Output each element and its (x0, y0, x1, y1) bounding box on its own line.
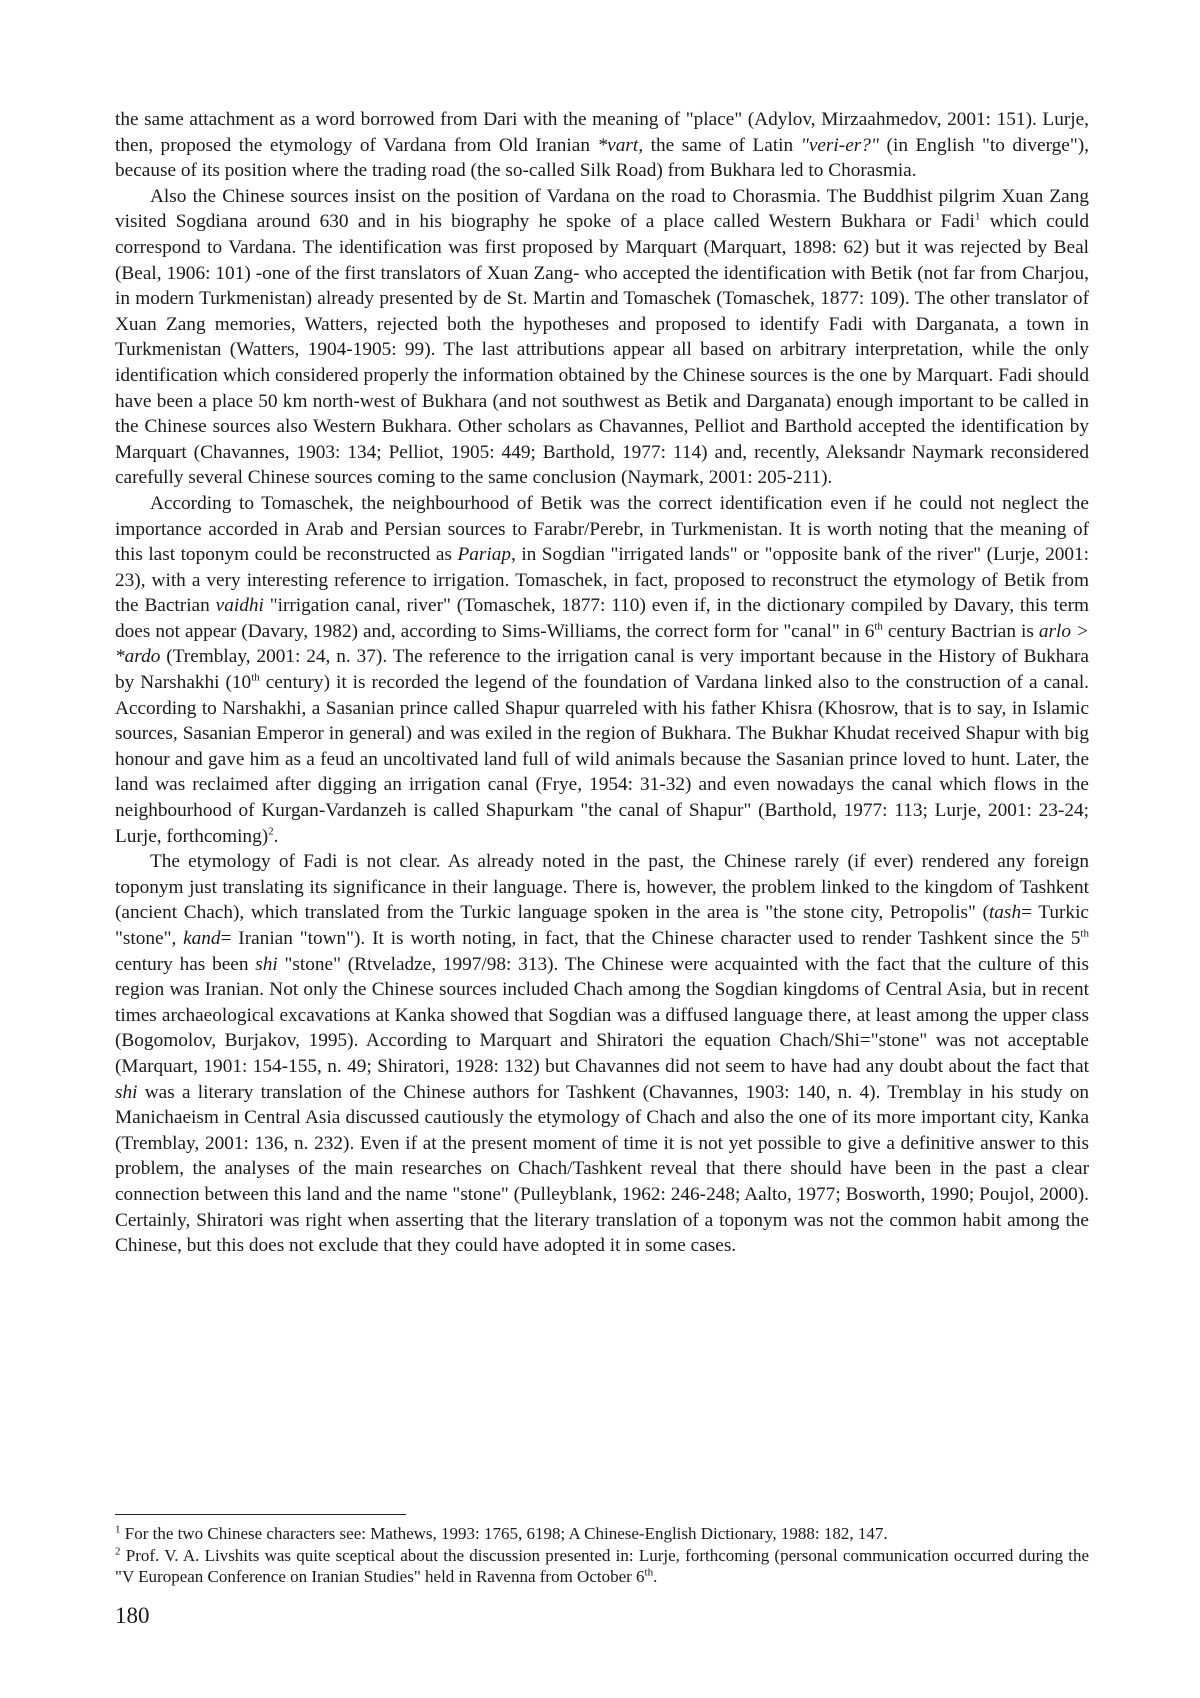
text-run: = Turkic "stone", (115, 902, 1089, 949)
footnote-ref: th (251, 671, 260, 684)
text-run: (in English "to diverge"), because of its position where the trading road (the so-called Silk Road) from Bukhara led to Chorasmia. (115, 134, 1089, 182)
page-number: 180 (115, 1603, 150, 1628)
text-run: According to Tomaschek, the neighbourhood of Betik was the correct identification even if he could not neglect the importance accorded in Arab and Persian sources to Farabr/Perebr, in Turkmenistan. It is worth noting that the meaning of this last toponym could be reconstructed as (115, 492, 1089, 566)
text-run: was a literary translation of the Chinese authors for Tashkent (Chavannes, 1903: 140, n. 4). Tremblay in his study on Manichaeism in Central Asia discussed cautiously the etymology of Chach and also the one of its more important city, Kanka (Tremblay, 2001: 136, n. 232). Even if at the present moment of time it is not yet possible to give a definitive answer to this problem, the analyses of the main researches on Chach/Tashkent reveal that there should have been in the past a clear connection between this land and the name "stone" (Pulleyblank, 1962: 246-248; Aalto, 1977; Bosworth, 1990; Poujol, 2000). Certainly, Shiratori was right when asserting that the literary translation of a toponym was not the common habit among the Chinese, but this does not exclude that they could have adopted it in some cases. (115, 1081, 1089, 1257)
paragraph (115, 107, 1089, 184)
italic-term: *vart, (597, 134, 644, 156)
footnote-ref: 2 (268, 825, 274, 838)
text-run: "stone" (Rtveladze, 1997/98: 313). The Chinese were acquainted with the fact that the culture of this region was Iranian. Not only the Chinese sources included Chach among the Sogdian kingdoms of Central Asia, but in recent times archaeological excavations at Kanka showed that Sogdian was a diffused language there, at least among the upper class (Bogomolov, Burjakov, 1995). According to Marquart and Shiratori the equation Chach/Shi="stone" was not acceptable (Marquart, 1901: 154-155, n. 49; Shiratori, 1928: 132) but Chavannes did not seem to have had any doubt about the fact that (115, 953, 1089, 1077)
italic-term: vaidhi (215, 595, 264, 617)
italic-term: Pariap, (457, 544, 516, 566)
text-run: For the two Chinese characters see: Mathews, 1993: 1765, 6198; A Chinese-English Dictionary, 1988: 182, 147. (120, 1524, 888, 1543)
text-run: Prof. V. A. Livshits was quite sceptical about the discussion presented in: Lurje, forthcoming (personal communication occurred during the "V European Conference on Iranian Studies" held in Ravenna from October 6 (115, 1545, 1089, 1586)
footnote-separator (115, 1514, 406, 1515)
footnote-ref: 2 (115, 1544, 121, 1557)
text-run: which could correspond to Vardana. The identification was first proposed by Marquart (Marquart, 1898: 62) but it was rejected by Beal (Beal, 1906: 101) -one of the first translators of Xuan Zang- who accepted the identification with Betik (not far from Charjou, in modern Turkmenistan) already presented by de St. Martin and Tomaschek (Tomaschek, 1877: 109). The other translator of Xuan Zang memories, Watters, rejected both the hypotheses and proposed to identify Fadi with Darganata, a town in Turkmenistan (Watters, 1904-1905: 99). The last attributions appear all based on arbitrary interpretation, while the only identification which considered properly the information obtained by the Chinese sources is the one by Marquart. Fadi should have been a place 50 km north-west of Bukhara (and not southwest as Betik and Darganata) enough important to be called in the Chinese sources also Western Bukhara. Other scholars as Chavannes, Pelliot and Barthold accepted the identification by Marquart (Chavannes, 1903: 134; Pelliot, 1905: 449; Barthold, 1977: 114) and, recently, Aleksandr Naymark reconsidered carefully several Chinese sources coming to the same conclusion (Naymark, 2001: 205-211). (115, 211, 1089, 489)
italic-term: "veri-er?" (800, 134, 880, 156)
paragraph (115, 849, 1089, 1259)
text-run: = Iranian "town"). It is worth noting, in fact, that the Chinese character used to render Tashkent since the 5 (220, 928, 1081, 949)
text-run: . (653, 1567, 658, 1586)
text-run: "irrigation canal, river" (Tomaschek, 1877: 110) even if, in the dictionary compiled by Davary, this term does not appear (Davary, 1982) and, according to Sims-Williams, the correct form for "canal" in 6 (115, 595, 1089, 642)
footnotes (115, 1523, 1089, 1588)
footnote (115, 1545, 1089, 1588)
text-run: The etymology of Fadi is not clear. As already noted in the past, the Chinese rarely (if ever) rendered any foreign toponym just translating its significance in their language. There is, however, the problem linked to the kingdom of Tashkent (ancient Chach), which translated from the Turkic language spoken in the area is "the stone city, Petropolis" ( (115, 851, 1089, 924)
footnote (115, 1523, 1089, 1545)
text-run: Also the Chinese sources insist on the position of Vardana on the road to Chorasmia. The Buddhist pilgrim Xuan Zang visited Sogdiana around 630 and in his biography he spoke of a place called Western Bukhara or Fadi (115, 185, 1089, 233)
italic-term: arlo > *ardo (115, 620, 1089, 668)
italic-term: tash (988, 902, 1022, 924)
footnote-ref: 1 (115, 1523, 121, 1536)
body-text (115, 107, 1089, 1259)
italic-term: shi (115, 1081, 138, 1103)
italic-term: kand (183, 928, 221, 949)
footnote-ref: th (1080, 927, 1089, 940)
text-run: . (273, 825, 279, 847)
italic-term: shi (255, 953, 278, 975)
text-run: the same of Latin (643, 134, 801, 156)
text-run: the same attachment as a word borrowed from Dari with the meaning of "place" (Adylov, Mirzaahmedov, 2001: 151). Lurje, then, proposed the etymology of Vardana from Old Iranian (115, 109, 1089, 156)
text-run: century) it is recorded the legend of the foundation of Vardana linked also to the construction of a canal. According to Narshakhi, a Sasanian prince called Shapur quarreled with his father Khisra (Khosrow, that is to say, in Islamic sources, Sasanian Emperor in general) and was exiled in the region of Bukhara. The Bukhar Khudat received Shapur with big honour and gave him as a feud an uncoltivated land full of wild animals because the Sasanian prince loved to hunt. Later, the land was reclaimed after digging an irrigation canal (Frye, 1954: 31-32) and even nowadays the canal which flows in the neighbourhood of Kurgan-Vardanzeh is called Shapurkam "the canal of Shapur" (Barthold, 1977: 113; Lurje, 2001: 23-24; Lurje, forthcoming) (115, 672, 1089, 847)
footnote-ref: th (874, 620, 883, 633)
paragraph (115, 184, 1089, 491)
text-run: century has been (115, 953, 256, 975)
footnote-ref: th (644, 1566, 654, 1579)
paragraph (115, 491, 1089, 849)
text-run: (Tremblay, 2001: 24, n. 37). The reference to the irrigation canal is very important because in the History of Bukhara by Narshakhi (10 (115, 646, 1089, 694)
text-run: in Sogdian "irrigated lands" or "opposite bank of the river" (Lurje, 2001: 23), with a very interesting reference to irrigation. Tomaschek, in fact, proposed to reconstruct the etymology of Betik from the Bactrian (115, 544, 1090, 617)
footnote-ref: 1 (974, 210, 981, 223)
text-run: century Bactrian is (882, 620, 1039, 642)
